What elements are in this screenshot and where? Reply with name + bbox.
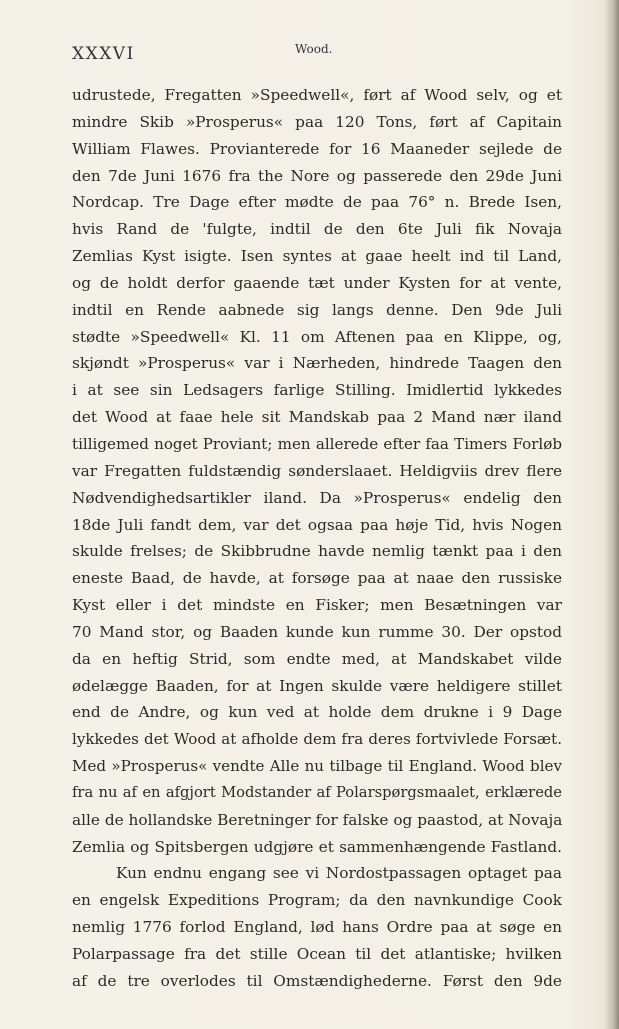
text-line: Zemlias Kyst isigte. Isen syntes at gaae heelt ind til Land, <box>72 247 562 266</box>
text-line: Polarpassage fra det stille Ocean til det atlantiske; hvilken <box>72 945 562 963</box>
text-line: Nødvendighedsartikler iland. Da »Prosperus« endelig den <box>72 488 562 507</box>
text-line: Nordcap. Tre Dage efter mødte de paa 76° n. Brede Isen, <box>72 193 562 212</box>
text-line: indtil en Rende aabnede sig langs denne. Den 9de Juli <box>72 300 562 319</box>
text-line: tilligemed noget Proviant; men allerede efter faa Timers Forløb <box>72 434 562 453</box>
text-line: Med »Prosperus« vendte Alle nu tilbage til England. Wood blev <box>72 757 562 776</box>
paragraph-start-line: Kun endnu engang see vi Nordostpassagen optaget paa <box>116 864 562 883</box>
text-line: skulde frelses; de Skibbrudne havde nemlig tænkt paa i den <box>72 542 562 561</box>
text-line: hvis Rand de 'fulgte, indtil de den 6te Juli fik Novaja <box>72 220 562 239</box>
text-line: da en heftig Strid, som endte med, at Mandskabet vilde <box>72 649 562 668</box>
page-edge-shadow <box>605 0 619 1029</box>
text-line: 18de Juli fandt dem, var det ogsaa paa høje Tid, hvis Nogen <box>72 515 562 534</box>
text-line: nemlig 1776 forlod England, lød hans Ordre paa at søge en <box>72 918 562 937</box>
text-line: alle de hollandske Beretninger for falske og paastod, at Novaja <box>72 810 562 829</box>
page-number: XXXVI <box>72 44 135 64</box>
text-line: eneste Baad, de havde, at forsøge paa at naae den russiske <box>72 569 562 588</box>
running-head-title: Wood. <box>295 42 333 56</box>
text-line: fra nu af en afgjort Modstander af Polarspørgsmaalet, erklærede <box>72 783 562 801</box>
text-line: var Fregatten fuldstændig sønderslaaet. Heldigviis drev flere <box>72 461 562 480</box>
text-line: 70 Mand stor, og Baaden kunde kun rumme 30. Der opstod <box>72 622 562 641</box>
body-text <box>72 82 562 995</box>
text-line: i at see sin Ledsagers farlige Stilling. Imidlertid lykkedes <box>72 381 562 400</box>
text-line: Zemlia og Spitsbergen udgjøre et sammenhængende Fastland. <box>72 837 562 856</box>
text-line: udrustede, Fregatten »Speedwell«, ført af Wood selv, og et <box>72 86 562 104</box>
text-line: end de Andre, og kun ved at holde dem drukne i 9 Dage <box>72 703 562 722</box>
text-line: Kyst eller i det mindste en Fisker; men Besætningen var <box>72 596 562 615</box>
text-line: stødte »Speedwell« Kl. 11 om Aftenen paa en Klippe, og, <box>72 327 562 346</box>
text-line: den 7de Juni 1676 fra the Nore og passerede den 29de Juni <box>72 166 562 185</box>
text-line: og de holdt derfor gaaende tæt under Kysten for at vente, <box>72 273 562 292</box>
text-line: William Flawes. Provianterede for 16 Maaneder sejlede de <box>72 139 562 158</box>
text-line: det Wood at faae hele sit Mandskab paa 2 Mand nær iland <box>72 408 562 427</box>
text-line: af de tre overlodes til Omstændighederne. Først den 9de <box>72 971 562 990</box>
text-line: lykkedes det Wood at afholde dem fra deres fortvivlede Forsæt. <box>72 730 562 749</box>
text-line: skjøndt »Prosperus« var i Nærheden, hindrede Taagen den <box>72 354 562 373</box>
text-line: ødelægge Baaden, for at Ingen skulde være heldigere stillet <box>72 676 562 695</box>
running-head <box>72 42 562 66</box>
text-line: mindre Skib »Prosperus« paa 120 Tons, ført af Capitain <box>72 112 562 131</box>
text-line: en engelsk Expeditions Program; da den navnkundige Cook <box>72 891 562 910</box>
